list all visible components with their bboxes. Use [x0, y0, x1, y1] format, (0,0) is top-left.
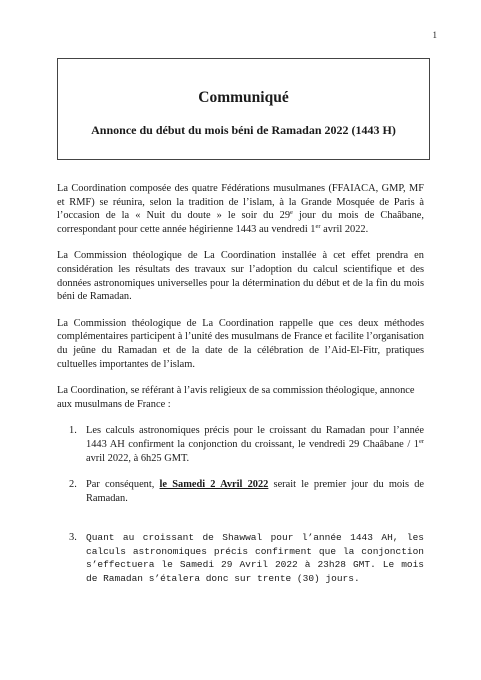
header-box [57, 58, 430, 160]
document-body [57, 182, 424, 599]
announcement-list [57, 424, 424, 585]
paragraph-text: La Coordination composée des quatre Fédérations musulmanes (FFAIACA, GMP, MF et RMF) se réunira, selon la tradition de l’islam, à la Grande Mosquée de Paris à l’occasion de la « Nuit du doute » le soir du 29 [57, 183, 424, 222]
paragraph-coordination [57, 182, 424, 236]
superscript: e [290, 209, 293, 217]
superscript: er [315, 222, 321, 230]
paragraph-announcement: La Coordination, se référant à l’avis religieux de sa commission théologique, annonce aux musulmans de France : [57, 385, 415, 410]
page-title: Communiqué [198, 89, 289, 106]
paragraph-commission: La Commission théologique de La Coordination installée à cet effet prendra en considération les résultats des travaux sur l’adoption du calcul scientifique et des données astronomiques universelles pour la détermination du début et de la fin du mois béni de Ramadan. [57, 250, 424, 303]
first-day-date: le Samedi 2 Avril 2022 [159, 479, 269, 491]
paragraph-methods: La Commission théologique de La Coordination rappelle que ces deux méthodes complémentaires participent à l’unité des musulmans de France et facilite l’organisation du jeûne du Ramadan et de la date de la célébration de l’Aid-El-Fitr, pratiques cultuelles importantes de l’islam. [57, 317, 424, 370]
list-item-text: Quant au croissant de Shawwal pour l’année 1443 AH, les calculs astronomiques précis confirment que la conjonction s’effectuera le Samedi 29 Avril 2022 à 23h28 GMT. Le mois de Ramadan s’étalera donc sur trente (30) jours. [86, 532, 424, 585]
list-item [57, 424, 424, 465]
list-item-text: Les calculs astronomiques précis pour le croissant du Ramadan pour l’année 1443 AH confirment la conjonction du croissant, le vendredi 29 Chaâbane / 1 [86, 425, 424, 450]
superscript: er [418, 437, 424, 445]
list-item-number: 1. [69, 425, 77, 437]
page-subtitle: Annonce du début du mois béni de Ramadan 2022 (1443 H) [91, 123, 396, 137]
list-item-text: serait le premier jour du mois de Ramadan. [86, 479, 425, 504]
paragraph-text: jour du mois de Chaâbane, correspondant pour cette année hégirienne 1443 au vendredi 1 [57, 210, 424, 235]
page-number: 1 [432, 30, 437, 40]
list-item [57, 478, 424, 505]
list-item-number: 2. [69, 479, 77, 491]
list-item-text: Par conséquent, [86, 479, 160, 491]
list-item-text: avril 2022, à 6h25 GMT. [86, 452, 190, 464]
list-item-number: 3. [69, 532, 77, 544]
list-item [57, 531, 424, 585]
paragraph-text: avril 2022. [320, 223, 369, 235]
